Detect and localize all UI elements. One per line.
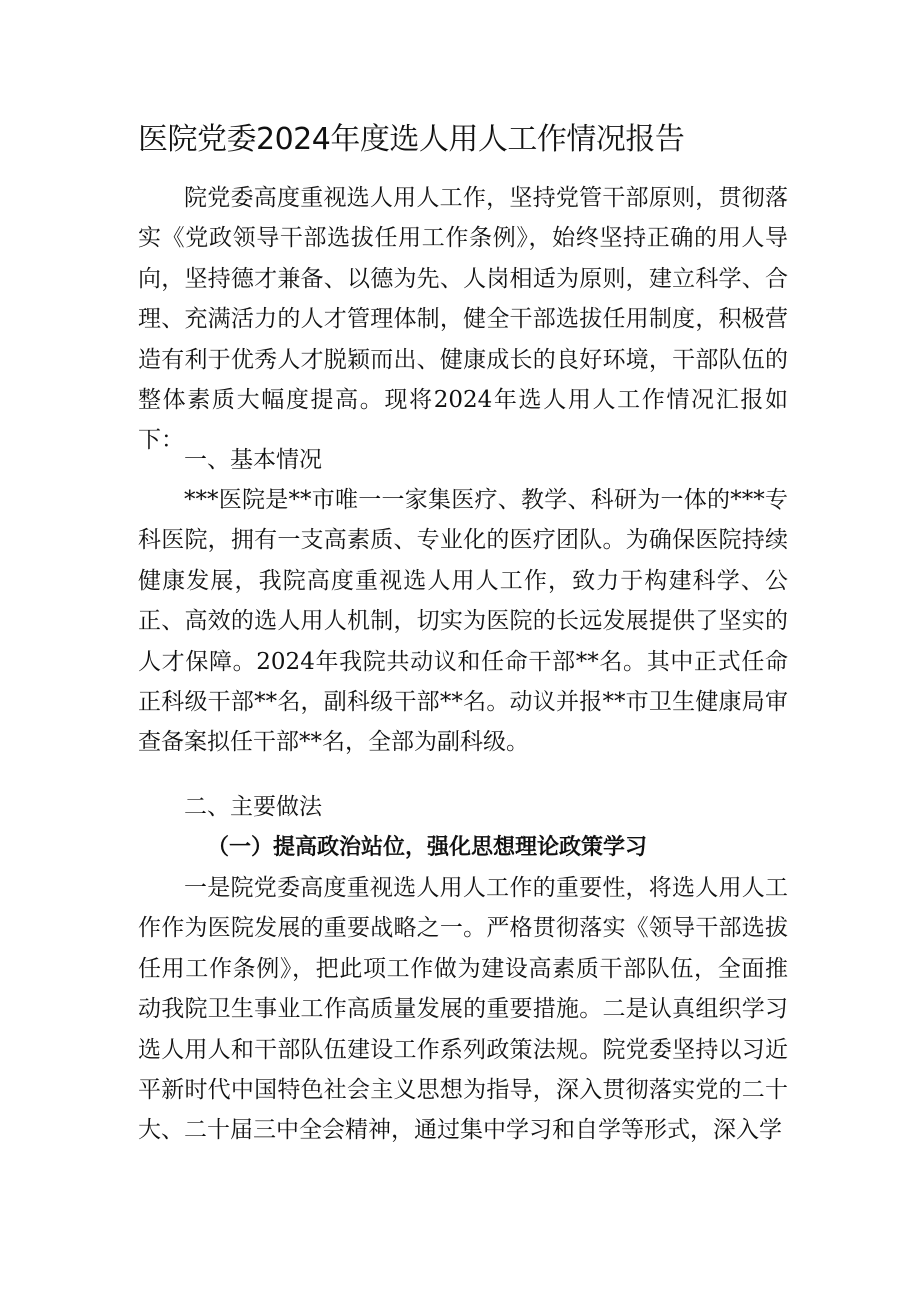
section-heading-main-practices: 二、主要做法	[184, 794, 322, 820]
basic-situation-paragraph: ***医院是**市唯一一家集医疗、教学、科研为一体的***专科医院，拥有一支高素质、专业化的医疗团队。为确保医院持续健康发展，我院高度重视选人用人工作，致力于构建科学、公正、高效的选人用人机制，切实为医院的长远发展提供了坚实的人才保障。2024年我院共动议和任命干部**名。其中正式任命正科级干部**名，副科级干部**名。动议并报**市卫生健康局审查备案拟任干部**名，全部为副科级。	[138, 487, 788, 756]
intro-paragraph: 院党委高度重视选人用人工作，坚持党管干部原则，贯彻落实《党政领导干部选拔任用工作条例》，始终坚持正确的用人导向，坚持德才兼备、以德为先、人岗相适为原则，建立科学、合理、充满活力的人才管理体制，健全干部选拔任用制度，积极营造有利于优秀人才脱颖而出、健康成长的良好环境，干部队伍的整体素质大幅度提高。现将2024年选人用人工作情况汇报如下：	[138, 185, 788, 454]
political-standing-paragraph: 一是院党委高度重视选人用人工作的重要性，将选人用人工作作为医院发展的重要战略之一。严格贯彻落实《领导干部选拔任用工作条例》，把此项工作做为建设高素质干部队伍，全面推动我院卫生事业工作高质量发展的重要措施。二是认真组织学习选人用人和干部队伍建设工作系列政策法规。院党委坚持以习近平新时代中国特色社会主义思想为指导，深入贯彻落实党的二十大、二十届三中全会精神，通过集中学习和自学等形式，深入学	[138, 875, 788, 1144]
subsection-heading-political-standing: （一）提高政治站位，强化思想理论政策学习	[207, 834, 648, 860]
section-heading-basic-situation: 一、基本情况	[184, 447, 322, 473]
document-title: 医院党委2024年度选人用人工作情况报告	[138, 122, 685, 157]
